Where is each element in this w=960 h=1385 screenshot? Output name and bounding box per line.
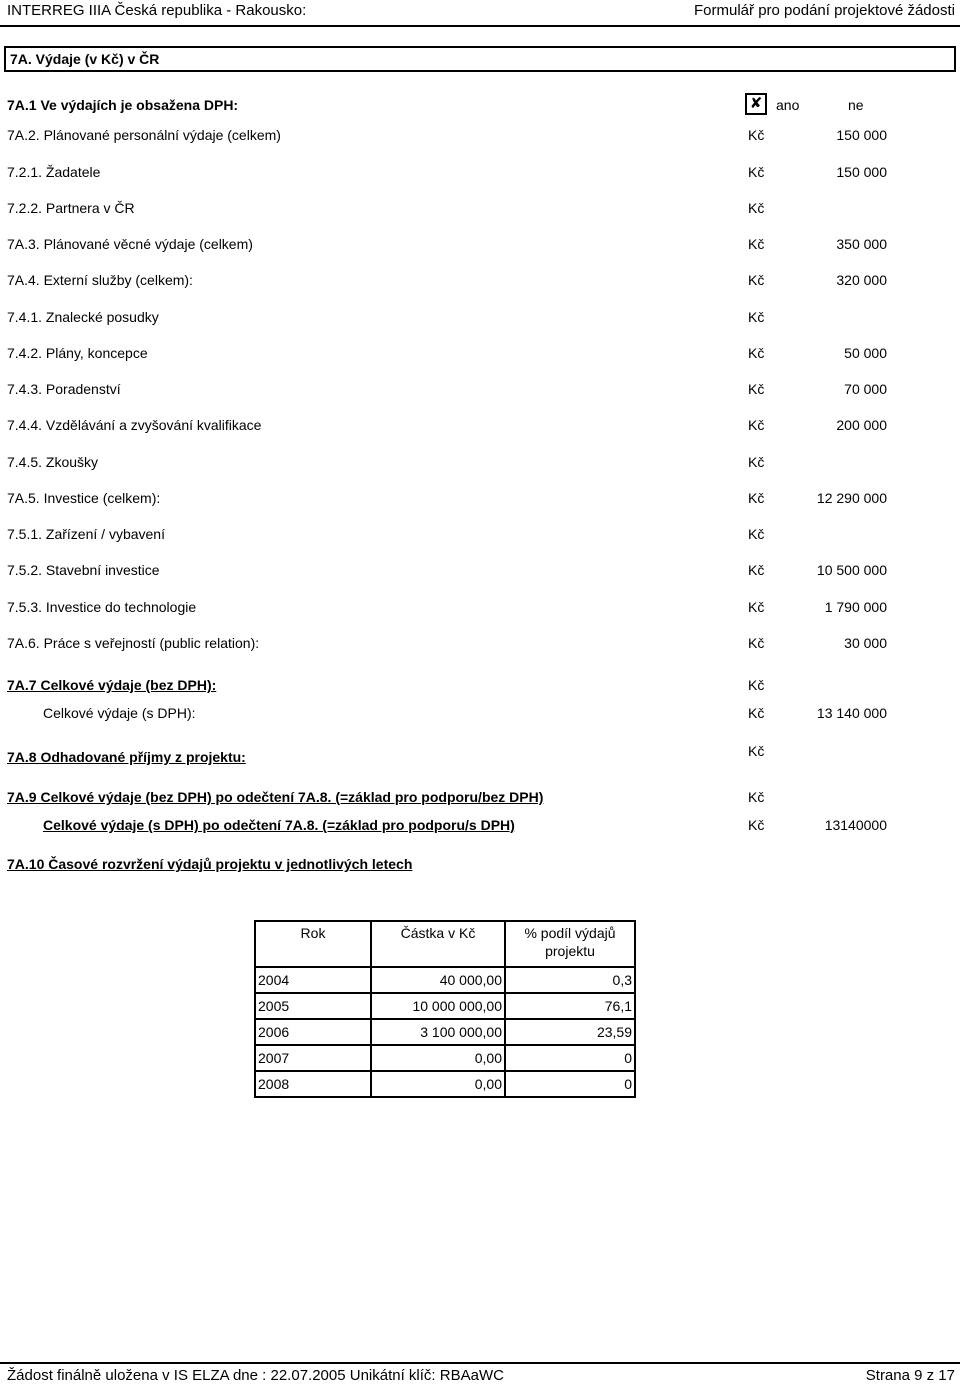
- expense-row: [0, 562, 960, 584]
- table-row: [255, 993, 635, 1019]
- currency: Kč: [748, 490, 765, 506]
- currency: Kč: [748, 345, 765, 361]
- currency: Kč: [748, 743, 765, 759]
- currency: Kč: [748, 309, 765, 325]
- vat-yes-label: ano: [776, 97, 800, 113]
- schedule-header-row: [255, 921, 635, 967]
- section-title-box: [4, 46, 956, 72]
- expense-label: 7.4.4. Vzdělávání a zvyšování kvalifikace: [7, 417, 262, 433]
- expense-value: 70 000: [844, 381, 887, 397]
- currency: Kč: [748, 164, 765, 180]
- expense-value: 10 500 000: [816, 562, 887, 578]
- expense-label: 7.2.1. Žadatele: [7, 164, 101, 180]
- vat-label: 7A.1 Ve výdajích je obsažena DPH:: [7, 97, 239, 113]
- currency: Kč: [748, 599, 765, 615]
- expense-value: 50 000: [844, 345, 887, 361]
- total-excl-vat-label: 7A.7 Celkové výdaje (bez DPH):: [7, 677, 217, 693]
- currency: Kč: [748, 236, 765, 252]
- currency: Kč: [748, 200, 765, 216]
- total-incl-vat-value: 13 140 000: [816, 705, 887, 721]
- schedule-title: 7A.10 Časové rozvržení výdajů projektu v jednotlivých letech: [7, 856, 413, 872]
- expense-label: 7.4.5. Zkoušky: [7, 454, 99, 470]
- expense-row: [0, 164, 960, 186]
- share-cell: 0: [505, 1045, 635, 1071]
- page-header: [0, 0, 960, 26]
- expense-value: 150 000: [836, 127, 887, 143]
- table-row: [255, 1019, 635, 1045]
- currency: Kč: [748, 817, 765, 833]
- vat-no-label: ne: [848, 97, 864, 113]
- vat-yes-checkbox[interactable]: ✘: [745, 93, 767, 115]
- expense-label: 7.5.2. Stavební investice: [7, 562, 160, 578]
- currency: Kč: [748, 526, 765, 542]
- expense-label: 7.5.1. Zařízení / vybavení: [7, 526, 165, 542]
- expense-row: [0, 309, 960, 331]
- share-cell: 0,3: [505, 967, 635, 993]
- share-cell: 23,59: [505, 1019, 635, 1045]
- currency: Kč: [748, 705, 765, 721]
- table-row: [255, 1045, 635, 1071]
- expense-row: [0, 490, 960, 512]
- schedule-title-row: [0, 856, 960, 878]
- share-cell: 0: [505, 1071, 635, 1097]
- footer-page-number: Strana 9 z 17: [865, 1367, 955, 1384]
- expense-row: [0, 417, 960, 439]
- currency: Kč: [748, 127, 765, 143]
- expense-row: [0, 635, 960, 657]
- net-incl-vat-value: 13140000: [824, 817, 887, 833]
- expense-label: 7.2.2. Partnera v ČR: [7, 200, 135, 216]
- income-label-row: [0, 749, 960, 771]
- expense-label: 7.4.1. Znalecké posudky: [7, 309, 159, 325]
- total-incl-vat-label: Celkové výdaje (s DPH):: [43, 705, 196, 721]
- section-title: 7A. Výdaje (v Kč) v ČR: [10, 51, 160, 67]
- amount-cell: 10 000 000,00: [371, 993, 505, 1019]
- expense-label: 7A.5. Investice (celkem):: [7, 490, 161, 506]
- expense-label: 7A.3. Plánované věcné výdaje (celkem): [7, 236, 253, 252]
- expense-value: 350 000: [836, 236, 887, 252]
- net-excl-vat-label: 7A.9 Celkové výdaje (bez DPH) po odečtení 7A.8. (=základ pro podporu/bez DPH): [7, 789, 544, 805]
- col-header-share: % podíl výdajů projektu: [505, 921, 635, 967]
- currency: Kč: [748, 789, 765, 805]
- footer-saved-info: Žádost finálně uložena v IS ELZA dne : 22.07.2005 Unikátní klíč: RBAaWC: [7, 1367, 504, 1384]
- header-form-title: Formulář pro podání projektové žádosti: [694, 2, 955, 19]
- year-cell: 2005: [255, 993, 371, 1019]
- currency: Kč: [748, 454, 765, 470]
- expense-row: [0, 599, 960, 621]
- expense-value: 1 790 000: [824, 599, 887, 615]
- net-excl-vat-row: [0, 789, 960, 811]
- year-cell: 2008: [255, 1071, 371, 1097]
- expense-label: 7A.6. Práce s veřejností (public relation):: [7, 635, 260, 651]
- expense-value: 30 000: [844, 635, 887, 651]
- expense-label: 7.4.3. Poradenství: [7, 381, 121, 397]
- amount-cell: 3 100 000,00: [371, 1019, 505, 1045]
- net-incl-vat-row: [0, 817, 960, 839]
- expense-row: [0, 454, 960, 476]
- expense-label: 7.5.3. Investice do technologie: [7, 599, 197, 615]
- expense-value: 320 000: [836, 272, 887, 288]
- footer-divider: [0, 1362, 960, 1364]
- amount-cell: 40 000,00: [371, 967, 505, 993]
- expense-row: [0, 381, 960, 403]
- vat-row: [0, 97, 960, 119]
- income-label: 7A.8 Odhadované příjmy z projektu:: [7, 749, 246, 765]
- amount-cell: 0,00: [371, 1071, 505, 1097]
- expense-row: [0, 526, 960, 548]
- expense-row: [0, 127, 960, 149]
- expense-value: 12 290 000: [816, 490, 887, 506]
- expense-label: 7A.4. Externí služby (celkem):: [7, 272, 193, 288]
- currency: Kč: [748, 417, 765, 433]
- table-row: [255, 967, 635, 993]
- expense-label: 7A.2. Plánované personální výdaje (celkem): [7, 127, 281, 143]
- expense-row: [0, 236, 960, 258]
- amount-cell: 0,00: [371, 1045, 505, 1071]
- table-row: [255, 1071, 635, 1097]
- currency: Kč: [748, 381, 765, 397]
- expense-value: 200 000: [836, 417, 887, 433]
- expense-row: [0, 272, 960, 294]
- col-header-amount: Částka v Kč: [371, 921, 505, 967]
- header-program: INTERREG IIIA Česká republika - Rakousko:: [7, 2, 307, 19]
- currency: Kč: [748, 272, 765, 288]
- currency: Kč: [748, 677, 765, 693]
- net-incl-vat-label: Celkové výdaje (s DPH) po odečtení 7A.8. (=základ pro podporu/s DPH): [43, 817, 515, 833]
- year-cell: 2004: [255, 967, 371, 993]
- year-cell: 2006: [255, 1019, 371, 1045]
- total-excl-vat-row: [0, 677, 960, 699]
- expense-row: [0, 200, 960, 222]
- col-header-year: Rok: [255, 921, 371, 967]
- header-divider: [0, 25, 960, 27]
- share-cell: 76,1: [505, 993, 635, 1019]
- expense-row: [0, 345, 960, 367]
- total-incl-vat-row: [0, 705, 960, 727]
- currency: Kč: [748, 562, 765, 578]
- expense-value: 150 000: [836, 164, 887, 180]
- schedule-table: [254, 920, 636, 1098]
- year-cell: 2007: [255, 1045, 371, 1071]
- currency: Kč: [748, 635, 765, 651]
- expense-label: 7.4.2. Plány, koncepce: [7, 345, 148, 361]
